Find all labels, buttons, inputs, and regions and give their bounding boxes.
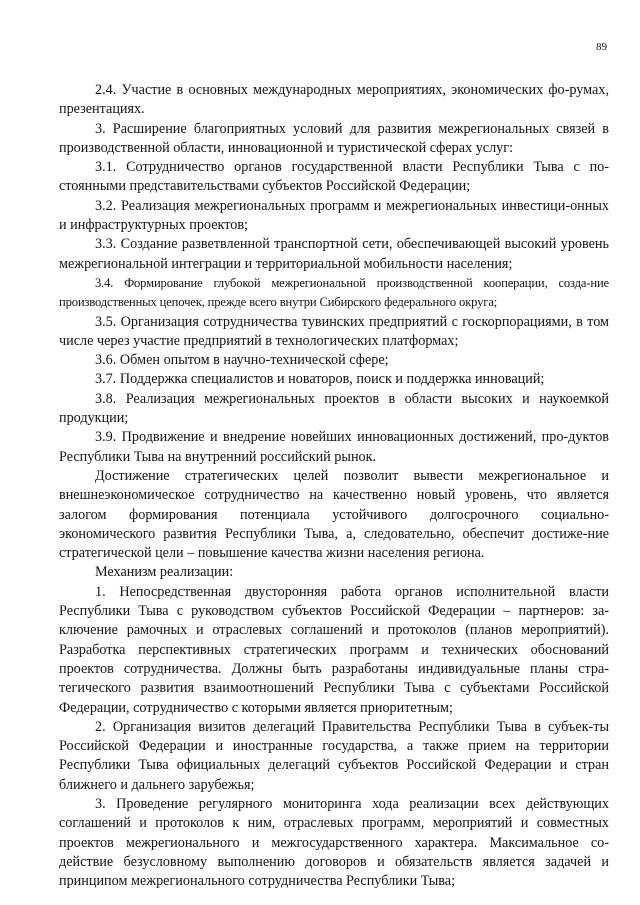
text-body bbox=[59, 81, 609, 891]
paragraph-item-3-5: 3.5. Организация сотрудничества тувинских предприятий с госкорпорациями, в том числе через участие предприятий в технологических платформах; bbox=[59, 313, 609, 349]
paragraph-item-3-1: 3.1. Сотрудничество органов государственной власти Республики Тыва с по-стоянными представительствами субъектов Российской Федерации; bbox=[59, 159, 609, 195]
paragraph-item-3-7: 3.7. Поддержка специалистов и новаторов, поиск и поддержка инноваций; bbox=[95, 371, 545, 388]
paragraph-item-3-4: 3.4. Формирование глубокой межрегиональной производственной кооперации, созда-ние производственных цепочек, прежде всего внутри Сибирского федерального округа; bbox=[59, 275, 609, 310]
page-number: 89 bbox=[596, 41, 607, 53]
paragraph-item-3-9: 3.9. Продвижение и внедрение новейших инновационных достижений, про-дуктов Республики Тыва на внутренний российский рынок. bbox=[59, 429, 609, 465]
paragraph-strategic-goals: Достижение стратегических целей позволит вывести межрегиональное и внешнеэкономическое сотрудничество на качественно новый уровень, что является залогом формирования потенциала устойчивого долгосрочного социально-экономического развития Республики Тыва, а, следовательно, обеспечит достиже-ние стратегической цели – повышение качества жизни населения региона. bbox=[59, 467, 609, 562]
paragraph-item-3: 3. Расширение благоприятных условий для развития межрегиональных связей в производственной области, инновационной и туристической сферах услуг: bbox=[59, 120, 609, 156]
paragraph-item-3-8: 3.8. Реализация межрегиональных проектов в области высоких и наукоемкой продукции; bbox=[59, 390, 609, 427]
paragraph-item-3-6: 3.6. Обмен опытом в научно-технической сфере; bbox=[95, 352, 389, 369]
paragraph-item-2-4: 2.4. Участие в основных международных мероприятиях, экономических фо-румах, презентациях. bbox=[59, 82, 609, 118]
paragraph-item-3-3: 3.3. Создание разветвленной транспортной сети, обеспечивающей высокий уровень межрегиональной интеграции и территориальной мобильности населения; bbox=[59, 236, 609, 272]
paragraph-mechanism-2: 2. Организация визитов делегаций Правительства Республики Тыва в субъек-ты Российской Федерации и иностранные государства, а также прием на территории Республики Тыва официальных делегаций субъектов Российской Федерации и стран ближнего и дальнего зарубежья; bbox=[59, 718, 609, 793]
paragraph-mechanism-heading: Механизм реализации: bbox=[95, 564, 234, 581]
paragraph-item-3-2: 3.2. Реализация межрегиональных программ и межрегиональных инвестици-онных и инфраструктурных проектов; bbox=[59, 197, 609, 234]
paragraph-mechanism-1: 1. Непосредственная двусторонняя работа органов исполнительной власти Республики Тыва с руководством субъектов Российской Федерации – партнеров: за-ключение рамочных и отраслевых соглашений и протоколов (планов мероприятий). Разработка перспективных стратегических программ и технических обоснований проектов сотрудничества. Должны быть разработаны индивидуальные планы стра-тегического развития взаимоотношений Республики Тыва с субъектами Российской Федерации, сотрудничество с которыми является приоритетным; bbox=[59, 583, 609, 716]
paragraph-mechanism-3: 3. Проведение регулярного мониторинга хода реализации всех действующих соглашений и протоколов к ним, отраслевых программ, мероприятий и совместных проектов межрегионального и межгосударственного характера. Максимальное со-действие безусловному выполнению договоров и обязательств является задачей и принципом межрегионального сотрудничества Республики Тыва; bbox=[59, 795, 609, 890]
